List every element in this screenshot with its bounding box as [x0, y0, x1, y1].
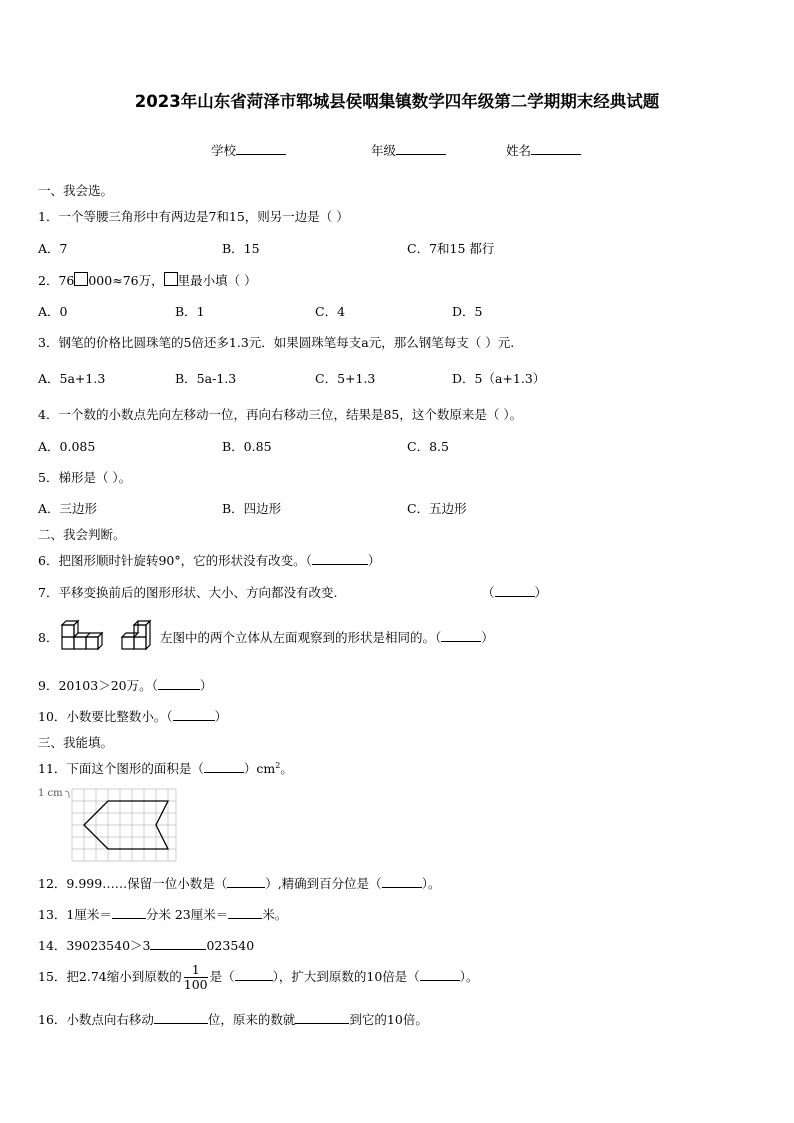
answer-blank[interactable]	[228, 906, 262, 919]
question-11: 11．下面这个图形的面积是（ ）$cm^2$。	[38, 760, 293, 776]
q4-option-b[interactable]: B．0.85	[222, 439, 272, 454]
section-fill: 三、我能填。	[38, 735, 114, 750]
answer-blank[interactable]	[204, 760, 244, 773]
q4-option-c[interactable]: C．8.5	[407, 439, 449, 454]
q5-option-c[interactable]: C．五边形	[407, 501, 467, 516]
question-8: 左图中的两个立体从左面观察到的形状是相同的。（ ）	[160, 630, 494, 645]
q5-option-b[interactable]: B．四边形	[222, 501, 282, 516]
answer-blank[interactable]	[227, 875, 265, 888]
answer-blank[interactable]	[382, 875, 422, 888]
answer-blank[interactable]	[295, 1011, 349, 1024]
cube-figures-icon	[58, 617, 163, 657]
question-16: 16．小数点向右移动 位，原来的数就 到它的10倍。	[38, 1012, 428, 1027]
q5-option-a[interactable]: A．三边形	[38, 501, 98, 516]
question-15: 15．把2.74缩小到原数的 $\frac{1}{100}$ 是（ ），扩大到原数的10倍是（ ）。	[38, 962, 479, 992]
fraction: $\frac{1}{100}$	[183, 962, 208, 992]
blank-box-icon	[164, 272, 178, 286]
question-9: 9．20103＞20万。（ ）	[38, 678, 213, 693]
answer-blank[interactable]	[112, 906, 146, 919]
answer-blank[interactable]	[420, 968, 460, 981]
q3-option-a[interactable]: A．5a+1.3	[38, 371, 106, 386]
question-14: 14．39023540＞3 023540	[38, 938, 255, 953]
answer-blank[interactable]	[158, 677, 200, 690]
q1-option-c[interactable]: C．7和15 都行	[407, 241, 495, 256]
q1-option-a[interactable]: A．7	[38, 241, 68, 256]
name-field[interactable]: 姓名	[506, 141, 581, 159]
page-title: 2023年山东省菏泽市郓城县侯咽集镇数学四年级第二学期期末经典试题	[134, 92, 660, 111]
grid-scale-label: 1 cm	[38, 788, 63, 799]
question-2: 2．76 000≈76万， 里最小填（ ）	[38, 273, 257, 288]
answer-blank[interactable]	[312, 552, 368, 565]
q2-option-b[interactable]: B．1	[175, 304, 205, 319]
q2-option-a[interactable]: A．0	[38, 304, 68, 319]
blank-box-icon	[74, 272, 88, 286]
school-field[interactable]: 学校	[211, 141, 286, 159]
question-4: 4．一个数的小数点先向左移动一位，再向右移动三位，结果是85，这个数原来是（ ）。	[38, 407, 523, 422]
question-1: 1．一个等腰三角形中有两边是7和15，则另一边是（ ）	[38, 209, 349, 224]
q2-option-c[interactable]: C．4	[315, 304, 346, 319]
grid-shape-figure	[64, 785, 184, 865]
q4-option-a[interactable]: A．0.085	[38, 439, 96, 454]
q3-option-d[interactable]: D．5（a+1.3）	[452, 371, 546, 386]
question-7: 7．平移变换前后的图形形状、大小、方向都没有改变.	[38, 585, 338, 600]
answer-blank[interactable]	[173, 708, 215, 721]
q7-answer: （ ）	[482, 585, 548, 600]
grade-field[interactable]: 年级	[371, 141, 446, 159]
question-12: 12．9.999……保留一位小数是（ ）,精确到百分位是（ ）。	[38, 876, 441, 891]
answer-blank[interactable]	[154, 1011, 208, 1024]
q1-option-b[interactable]: B．15	[222, 241, 260, 256]
answer-blank[interactable]	[495, 584, 535, 597]
question-13: 13．1厘米＝ 分米 23厘米＝ 米。	[38, 907, 288, 922]
question-10: 10．小数要比整数小。（ ）	[38, 709, 228, 724]
q3-option-c[interactable]: C．5+1.3	[315, 371, 376, 386]
section-judge: 二、我会判断。	[38, 527, 126, 542]
question-5: 5．梯形是（ ）。	[38, 470, 132, 485]
question-6: 6．把图形顺时针旋转90°，它的形状没有改变。（ ）	[38, 553, 381, 568]
question-3: 3．钢笔的价格比圆珠笔的5倍还多1.3元．如果圆珠笔每支a元，那么钢笔每支（ ）元.	[38, 335, 515, 350]
answer-blank[interactable]	[150, 937, 206, 950]
q2-option-d[interactable]: D．5	[452, 304, 483, 319]
q8-number: 8．	[38, 630, 59, 645]
answer-blank[interactable]	[235, 968, 273, 981]
section-choice: 一、我会选。	[38, 183, 114, 198]
q3-option-b[interactable]: B．5a-1.3	[175, 371, 237, 386]
answer-blank[interactable]	[441, 629, 481, 642]
